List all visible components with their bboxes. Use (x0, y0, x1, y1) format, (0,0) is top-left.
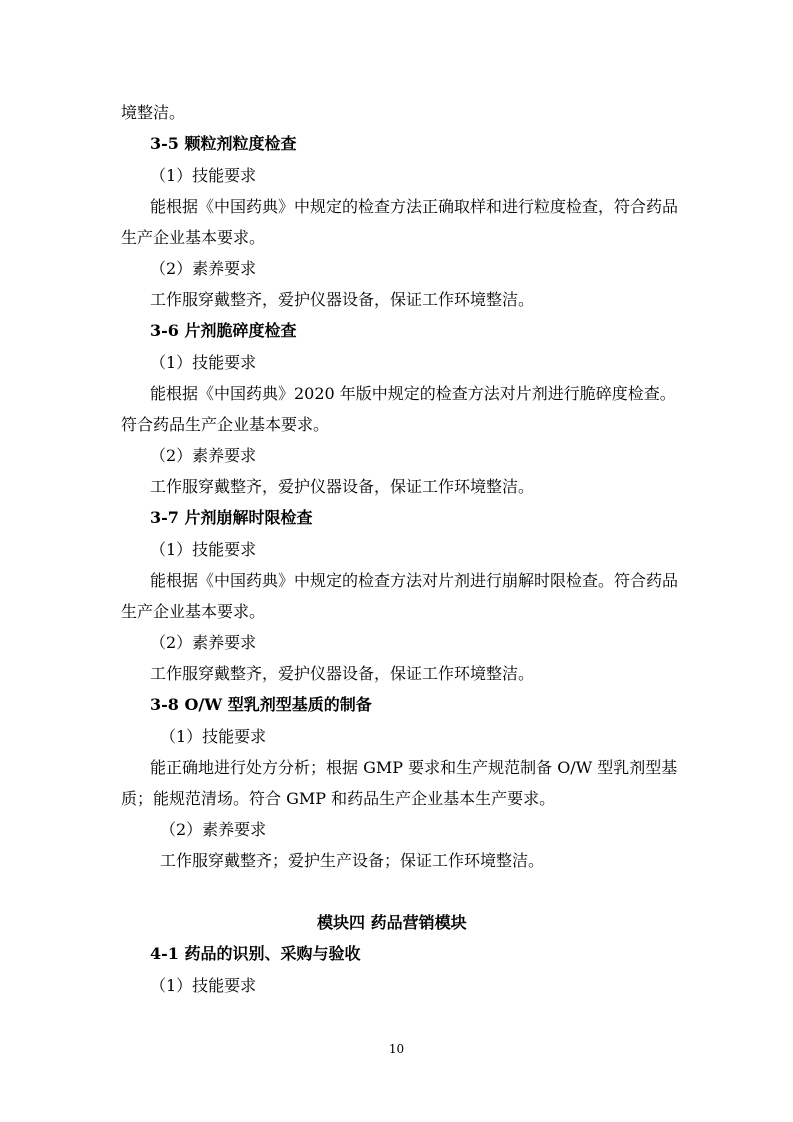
paragraph-line: 能正确地进行处方分析；根据 GMP 要求和生产规范制备 O/W 型乳剂型基 (150, 758, 678, 777)
paragraph-line: 能根据《中国药典》2020 年版中规定的检查方法对片剂进行脆碎度检查。 (150, 384, 676, 403)
page-number: 10 (388, 1042, 405, 1056)
section-heading: 4-1 药品的识别、采购与验收 (150, 944, 361, 963)
paragraph-line: 工作服穿戴整齐，爱护仪器设备，保证工作环境整洁。 (150, 664, 535, 683)
subsection-label: （1）技能要求 (150, 976, 257, 995)
section-heading: 3-6 片剂脆碎度检查 (150, 321, 297, 340)
paragraph-line: 质；能规范清场。符合 GMP 和药品生产企业基本生产要求。 (121, 789, 556, 808)
module-heading: 模块四 药品营销模块 (317, 913, 467, 932)
subsection-label: （2）素养要求 (150, 259, 257, 278)
paragraph-line: 生产企业基本要求。 (121, 602, 266, 621)
subsection-label: （2）素养要求 (160, 820, 267, 839)
subsection-label: （1）技能要求 (160, 727, 267, 746)
paragraph-line: 境整洁。 (121, 103, 186, 122)
paragraph-line: 能根据《中国药典》中规定的检查方法对片剂进行崩解时限检查。符合药品 (150, 571, 679, 590)
subsection-label: （2）素养要求 (150, 633, 257, 652)
paragraph-line: 工作服穿戴整齐，爱护仪器设备，保证工作环境整洁。 (150, 477, 535, 496)
paragraph-line: 能根据《中国药典》中规定的检查方法正确取样和进行粒度检查，符合药品 (150, 197, 679, 216)
subsection-label: （1）技能要求 (150, 540, 257, 559)
subsection-label: （1）技能要求 (150, 353, 257, 372)
paragraph-line: 工作服穿戴整齐；爱护生产设备；保证工作环境整洁。 (160, 851, 545, 870)
paragraph-line: 工作服穿戴整齐，爱护仪器设备，保证工作环境整洁。 (150, 290, 535, 309)
subsection-label: （1）技能要求 (150, 166, 257, 185)
paragraph-line: 生产企业基本要求。 (121, 228, 266, 247)
section-heading: 3-7 片剂崩解时限检查 (150, 508, 313, 527)
section-heading: 3-5 颗粒剂粒度检查 (150, 134, 297, 153)
subsection-label: （2）素养要求 (150, 446, 257, 465)
section-heading: 3-8 O/W 型乳剂型基质的制备 (150, 695, 372, 714)
paragraph-line: 符合药品生产企业基本要求。 (121, 415, 330, 434)
